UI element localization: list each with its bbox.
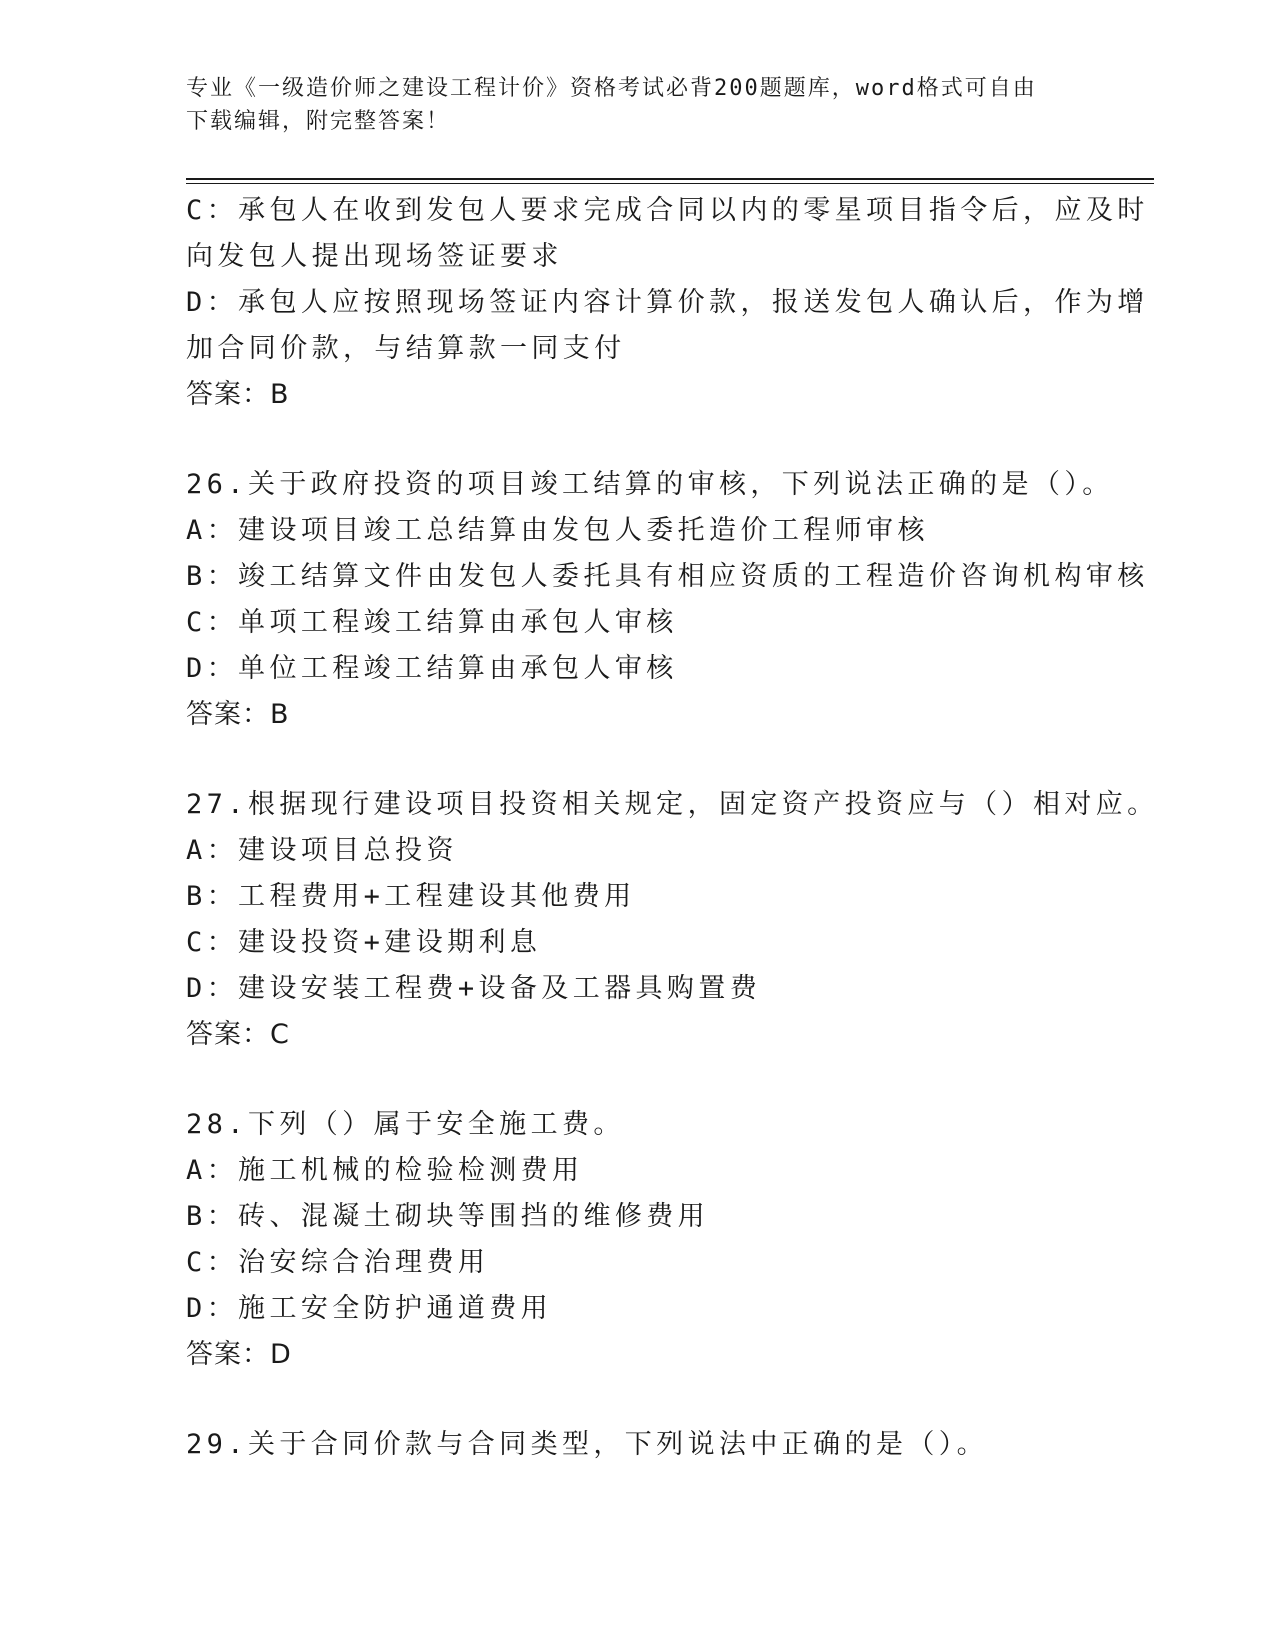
question-text: 27.根据现行建设项目投资相关规定，固定资产投资应与（）相对应。	[186, 789, 1159, 820]
question-block-28	[186, 1102, 1106, 1378]
option-c-line-1: C：承包人在收到发包人要求完成合同以内的零星项目指令后，应及时	[186, 195, 1149, 226]
option-a: A：施工机械的检验检测费用	[186, 1155, 584, 1186]
option-c: C：单项工程竣工结算由承包人审核	[186, 607, 678, 638]
document-header	[186, 72, 1086, 138]
question-text: 26.关于政府投资的项目竣工结算的审核，下列说法正确的是（）。	[186, 469, 1114, 500]
spacer	[186, 1378, 1106, 1422]
option-d-line-2: 加合同价款，与结算款一同支付	[186, 333, 626, 364]
answer-label: 答案：B	[186, 379, 290, 410]
option-b: B：竣工结算文件由发包人委托具有相应资质的工程造价咨询机构审核	[186, 561, 1149, 592]
option-a: A：建设项目竣工总结算由发包人委托造价工程师审核	[186, 515, 929, 546]
question-block-26	[186, 462, 1149, 738]
spacer	[186, 1058, 1106, 1102]
option-d: D：施工安全防护通道费用	[186, 1293, 553, 1324]
option-c-line-2: 向发包人提出现场签证要求	[186, 241, 563, 272]
question-text: 28.下列（）属于安全施工费。	[186, 1109, 625, 1140]
option-d: D：建设安装工程费+设备及工器具购置费	[186, 973, 762, 1004]
option-d-line-1: D：承包人应按照现场签证内容计算价款，报送发包人确认后，作为增	[186, 287, 1149, 318]
option-b: B：工程费用+工程建设其他费用	[186, 881, 636, 912]
question-text: 29.关于合同价款与合同类型，下列说法中正确的是（）。	[186, 1429, 989, 1460]
question-block-25	[186, 188, 1149, 418]
question-block-29	[186, 1422, 1106, 1468]
answer-label: 答案：C	[186, 1019, 290, 1050]
question-block-27	[186, 782, 1159, 1058]
spacer	[186, 418, 1106, 462]
header-line-1: 专业《一级造价师之建设工程计价》资格考试必背200题题库，word格式可自由	[186, 76, 1037, 101]
option-b: B：砖、混凝土砌块等围挡的维修费用	[186, 1201, 710, 1232]
header-line-2: 下载编辑，附完整答案！	[186, 109, 451, 134]
option-c: C：建设投资+建设期利息	[186, 927, 542, 958]
header-rule-thin	[186, 183, 1154, 184]
spacer	[186, 738, 1106, 782]
option-d: D：单位工程竣工结算由承包人审核	[186, 653, 678, 684]
header-rule-thick	[186, 178, 1154, 180]
option-a: A：建设项目总投资	[186, 835, 458, 866]
option-c: C：治安综合治理费用	[186, 1247, 490, 1278]
question-list	[186, 188, 1159, 1468]
answer-label: 答案：B	[186, 699, 290, 730]
answer-label: 答案：D	[186, 1339, 292, 1370]
